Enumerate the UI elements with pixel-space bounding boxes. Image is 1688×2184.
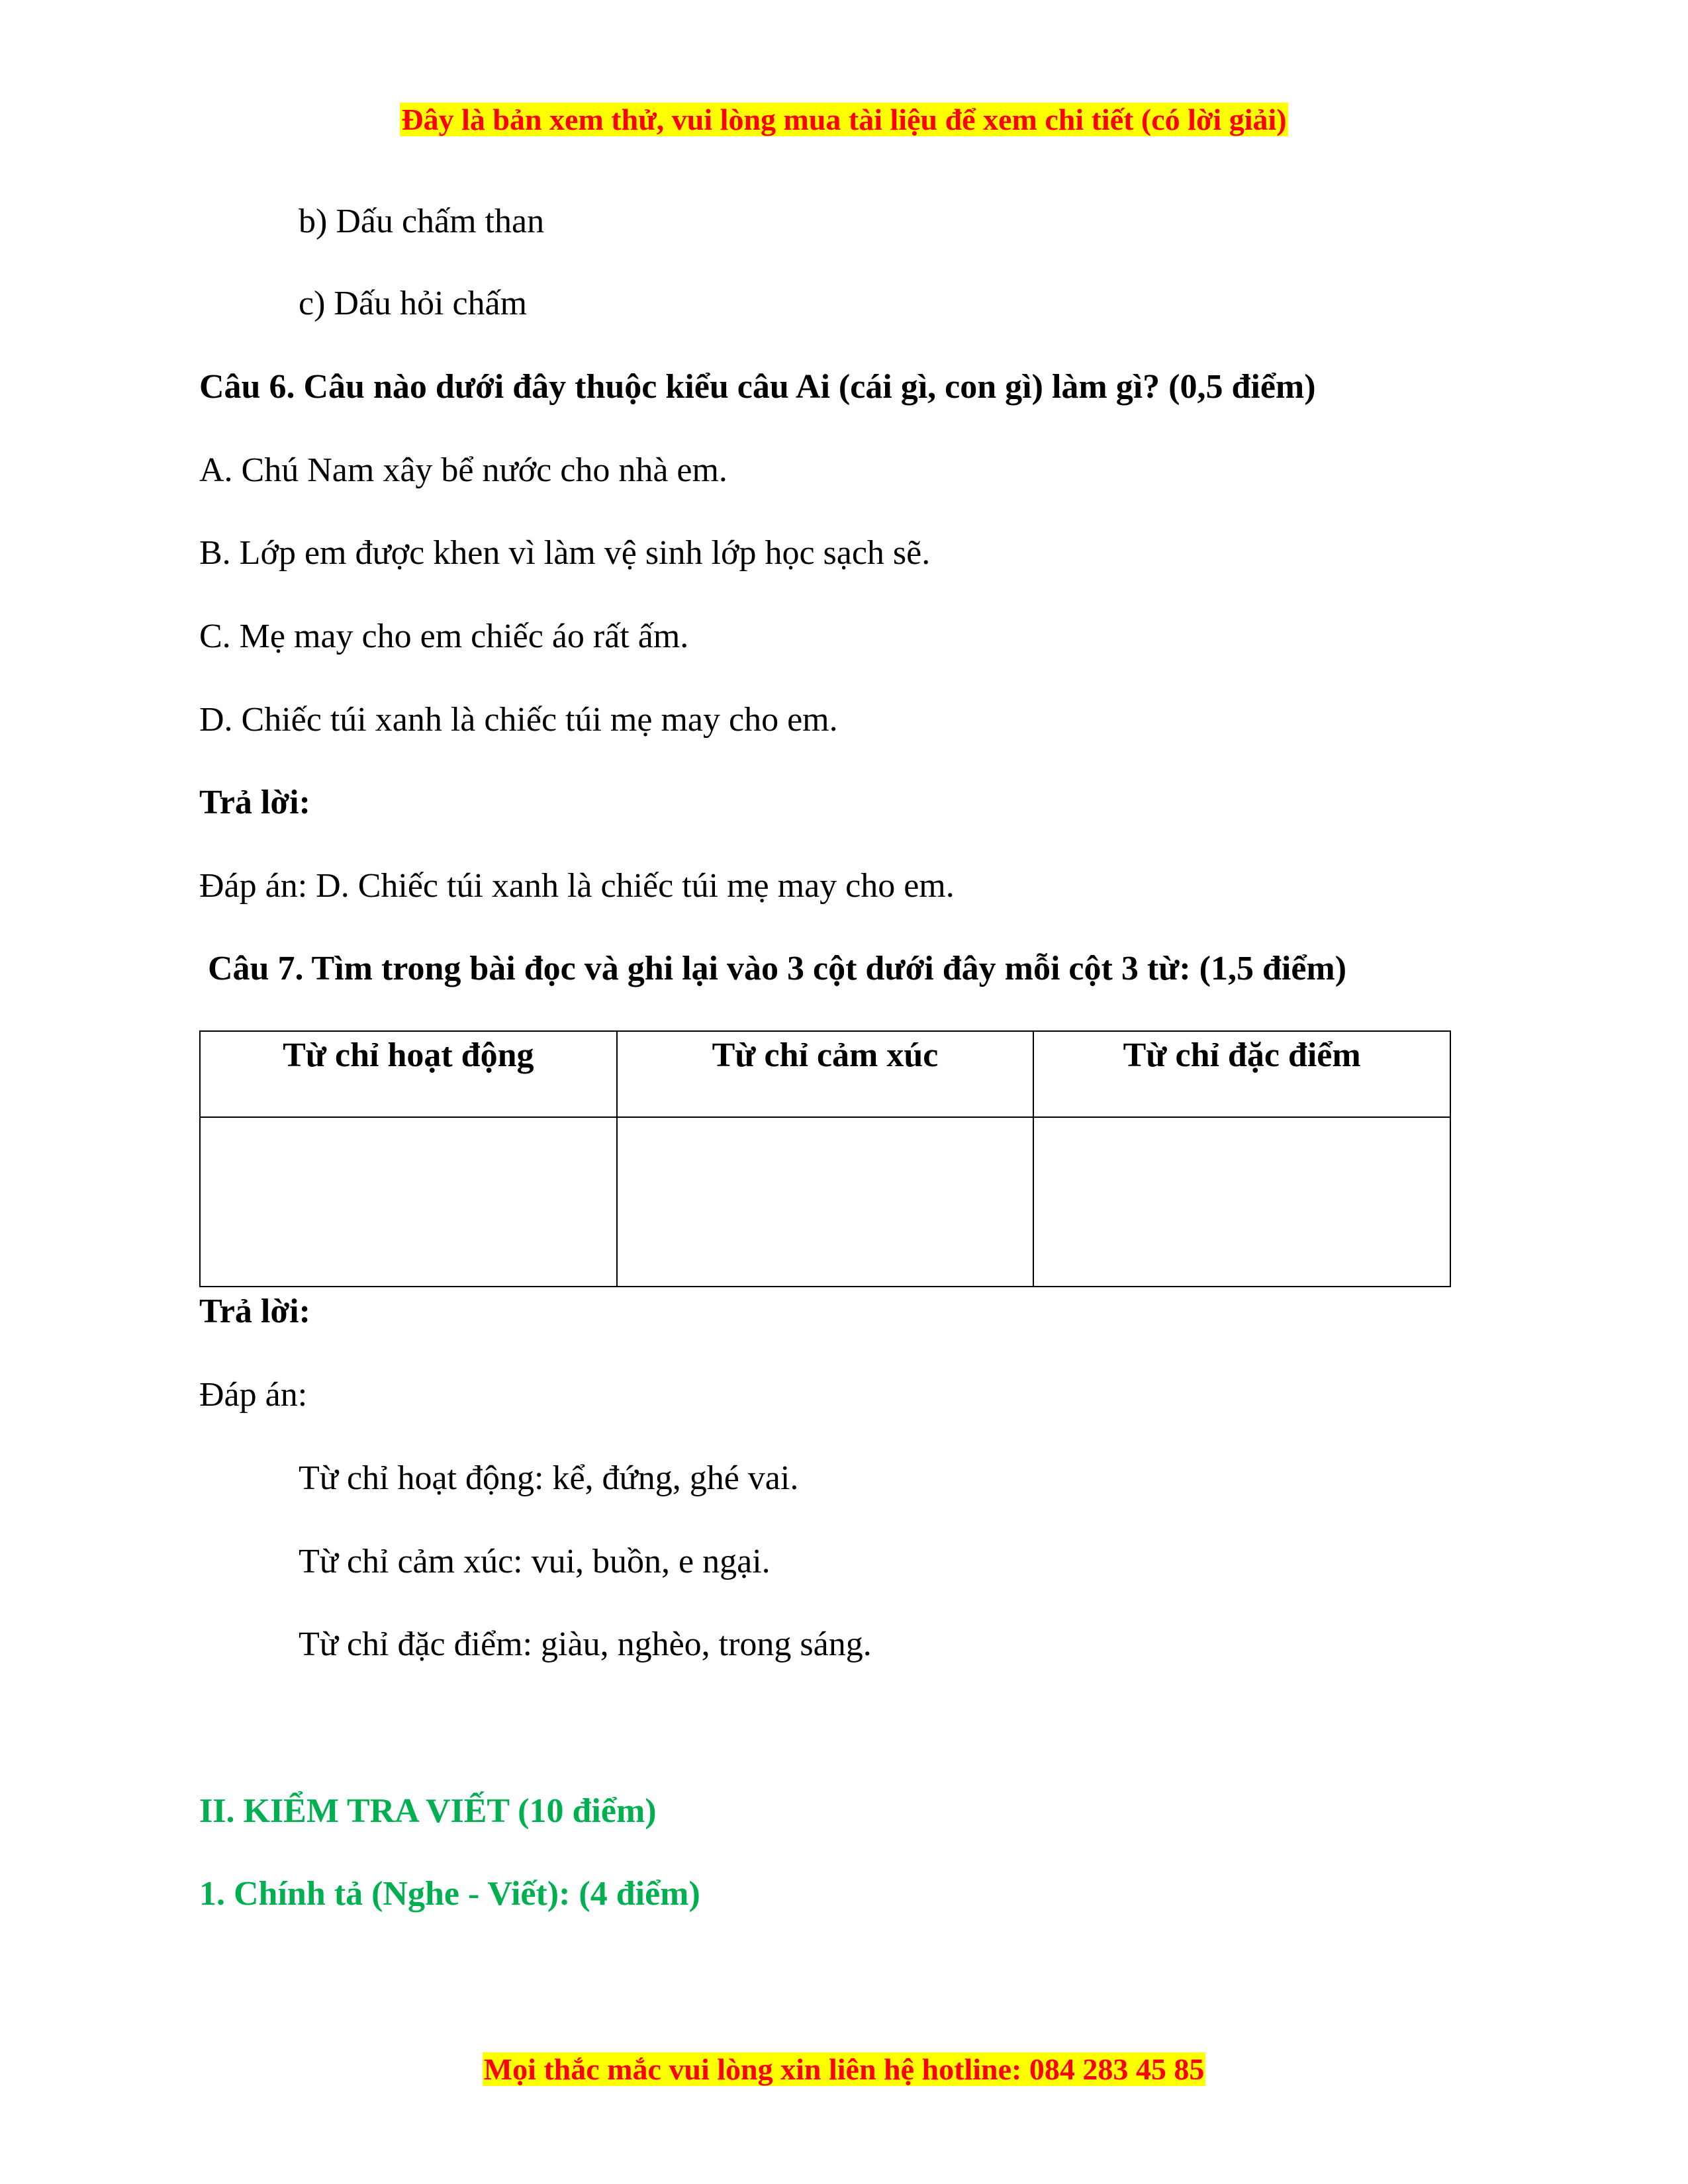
column-header-feature-words: Từ chỉ đặc điểm [1033, 1031, 1450, 1117]
q7-answer-label: Trả lời: [199, 1293, 310, 1330]
q6-option-c: C. Mẹ may cho em chiếc áo rất ấm. [199, 617, 689, 655]
table-row [200, 1117, 1450, 1287]
blank-cell-feature [1033, 1117, 1450, 1287]
preview-notice-text: Đây là bản xem thử, vui lòng mua tài liệu để xem chi tiết (có lời giải) [401, 103, 1287, 136]
column-header-emotion-words: Từ chỉ cảm xúc [617, 1031, 1034, 1117]
column-header-activity-words: Từ chỉ hoạt động [200, 1031, 617, 1117]
blank-cell-emotion [617, 1117, 1034, 1287]
q7-answer-intro: Đáp án: [199, 1376, 308, 1414]
hotline-text: Mọi thắc mắc vui lòng xin liên hệ hotline: 084 283 45 85 [483, 2052, 1205, 2086]
q6-question: Câu 6. Câu nào dưới đây thuộc kiểu câu Ai (cái gì, con gì) làm gì? (0,5 điểm) [199, 368, 1316, 406]
q7-answer-feature: Từ chỉ đặc điểm: giàu, nghèo, trong sáng. [299, 1625, 872, 1663]
q6-answer: Đáp án: D. Chiếc túi xanh là chiếc túi mẹ may cho em. [199, 867, 955, 905]
q7-answer-table [199, 1030, 1451, 1287]
q5-option-c: c) Dấu hỏi chấm [299, 285, 528, 322]
q5-option-b: b) Dấu chấm than [299, 203, 545, 240]
table-header-row [200, 1031, 1450, 1117]
q6-option-b: B. Lớp em được khen vì làm vệ sinh lớp học sạch sẽ. [199, 534, 931, 572]
q6-option-a: A. Chú Nam xây bể nước cho nhà em. [199, 451, 727, 489]
section-2-heading: II. KIỂM TRA VIẾT (10 điểm) [199, 1792, 657, 1830]
q7-answer-activity: Từ chỉ hoạt động: kể, đứng, ghé vai. [299, 1459, 799, 1497]
q6-option-d: D. Chiếc túi xanh là chiếc túi mẹ may cho em. [199, 701, 838, 739]
q7-answer-emotion: Từ chỉ cảm xúc: vui, buồn, e ngại. [299, 1543, 771, 1580]
q7-question: Câu 7. Tìm trong bài đọc và ghi lại vào 3 cột dưới đây mỗi cột 3 từ: (1,5 điểm) [208, 950, 1347, 987]
blank-cell-activity [200, 1117, 617, 1287]
section-2-subheading: 1. Chính tả (Nghe - Viết): (4 điểm) [199, 1875, 700, 1913]
hotline-banner [0, 2050, 1688, 2089]
preview-notice-banner [0, 100, 1688, 140]
q6-answer-label: Trả lời: [199, 784, 310, 821]
